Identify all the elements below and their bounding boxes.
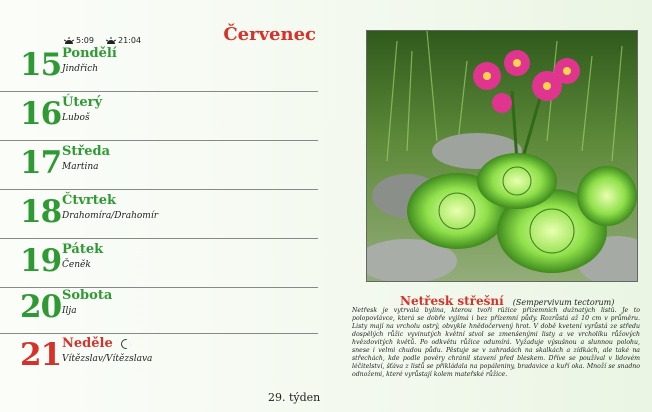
name-day: Luboš xyxy=(62,113,90,123)
day-number: 18 xyxy=(20,194,62,230)
sunrise-time: 5:09 xyxy=(76,36,94,45)
day-number: 21 xyxy=(20,337,62,373)
name-day: Drahomíra/Drahomír xyxy=(62,211,159,221)
day-number: 15 xyxy=(20,47,62,83)
day-number: 19 xyxy=(20,243,62,279)
day-number: 20 xyxy=(20,289,62,325)
week-number: 29. týden xyxy=(268,391,321,404)
houseleek-photo xyxy=(366,30,638,282)
day-row-sunday xyxy=(0,333,318,381)
weekday: Sobota xyxy=(62,288,113,303)
houseleek-illustration xyxy=(367,31,637,281)
weekday: Středa xyxy=(62,144,111,159)
weekday-label: Neděle xyxy=(62,336,113,351)
day-number: 16 xyxy=(20,96,62,132)
day-row xyxy=(0,92,318,141)
caption-latin-name: (Sempervivum tectorum) xyxy=(512,298,615,307)
weekday: Čtvrtek xyxy=(62,193,117,208)
day-number: 17 xyxy=(20,145,62,181)
name-day: Vítězslav/Vítězslava xyxy=(62,354,153,364)
name-day: Martina xyxy=(62,162,99,172)
caption-title: Netřesk střešní xyxy=(400,294,504,308)
day-row xyxy=(0,141,318,190)
moon-phase-icon xyxy=(121,339,131,349)
day-row xyxy=(0,239,318,288)
month-title: Červenec xyxy=(223,24,316,45)
day-row xyxy=(0,43,318,92)
weekday: Úterý xyxy=(62,95,103,110)
header xyxy=(0,0,332,48)
weekday: Pondělí xyxy=(62,46,117,61)
weekday xyxy=(62,336,131,351)
sunset-time: 21:04 xyxy=(118,36,142,45)
plant-description: Netřesk je vytrvalá bylina, kterou tvoří růžice přízemních dužnatých listů. Je to polopovlávce, která se dobře vyjímá i bez přízemní půdy. Rozrůstá až 10 cm v průměru. Listy mají na vrcholu ostrý, obvykle hnědočervený hrot. V době kvetení vyrůstá ze středu dospělých růžic vyvinutých květní stvol se zmenšenými listy a ve vrcholíku růžových hvězdovitých květů. Po odkvětu růžice odumírá. Vyžaduje výsušnou a slunnou polohu, snese i velmi chudou půdu. Pěstuje se v zahradách na skalkách a zídkách, ale také na střechách, kde podle pověry chránil stavení před bleskem. Dříve se používal v lidovém léčitelství, šťáva z listů se přikládala na popáleniny, bradavice a kuří oka. Množí se snadno odnožemi, které vyrůstají kolem mateřské růžice. xyxy=(352,307,640,378)
day-row xyxy=(0,190,318,239)
weekday: Pátek xyxy=(62,242,104,257)
name-day: Čeněk xyxy=(62,260,91,270)
name-day: Ilja xyxy=(62,306,77,316)
name-day: Jindřich xyxy=(62,64,99,74)
day-row xyxy=(0,285,318,334)
